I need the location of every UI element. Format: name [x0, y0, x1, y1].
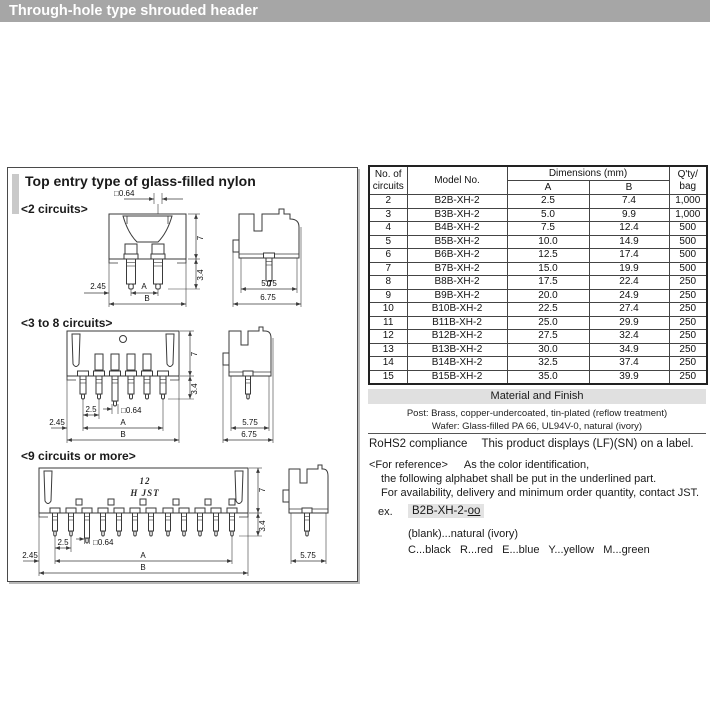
dim-a-cell: 17.5	[507, 276, 589, 290]
dim-b-cell: 34.9	[589, 343, 669, 357]
material-finish-lines	[368, 407, 706, 433]
qty-cell: 500	[669, 249, 707, 263]
table-row	[369, 303, 707, 317]
dim-a-cell: 12.5	[507, 249, 589, 263]
qty-cell: 250	[669, 357, 707, 371]
dim-a-cell: 7.5	[507, 222, 589, 236]
section-divider	[368, 433, 706, 434]
table-row	[369, 370, 707, 384]
dim-a-cell: 27.5	[507, 330, 589, 344]
material-post-line: Post: Brass, copper-undercoated, tin-plated (reflow treatment)	[406, 408, 668, 419]
material-wafer-line: Wafer: Glass-filled PA 66, UL94V-0, natural (ivory)	[431, 421, 643, 432]
qty-cell: 250	[669, 303, 707, 317]
page-title: Through-hole type shrouded header	[9, 3, 258, 19]
molded-marking-line1: 12	[139, 476, 151, 486]
dim-b-cell: 39.9	[589, 370, 669, 384]
dim-a-cell: 32.5	[507, 357, 589, 371]
model-cell: B7B-XH-2	[407, 262, 507, 276]
circuits-cell: 9	[369, 289, 407, 303]
table-row	[369, 195, 707, 209]
reference-line1	[369, 459, 589, 471]
dim-a-cell: 15.0	[507, 262, 589, 276]
circuits-cell: 11	[369, 316, 407, 330]
mold-mark-icon	[120, 336, 127, 343]
dim-side-inner: 5.75	[261, 279, 277, 288]
circuits-cell: 4	[369, 222, 407, 236]
spec-table-container	[368, 165, 708, 385]
dim-height: 7	[196, 235, 205, 241]
qty-cell: 250	[669, 276, 707, 290]
drawing-9-more-circuits-front	[22, 468, 267, 576]
dim-edge-offset: 2.45	[49, 418, 65, 427]
spec-table-header	[369, 166, 707, 195]
model-cell: B12B-XH-2	[407, 330, 507, 344]
reference-label: <For reference>	[369, 459, 448, 471]
col-header-qty: Q'ty/ bag	[669, 166, 707, 195]
panel-title: Top entry type of glass-filled nylon	[25, 173, 256, 189]
model-cell: B13B-XH-2	[407, 343, 507, 357]
material-finish-title: Material and Finish	[490, 390, 584, 402]
dim-pitch: 2.5	[85, 405, 97, 414]
section-label-3-8-circuits: <3 to 8 circuits>	[21, 316, 113, 330]
circuits-cell: 6	[369, 249, 407, 263]
circuits-cell: 3	[369, 208, 407, 222]
dim-pitch: 2.5	[57, 538, 69, 547]
dim-edge-offset: 2.45	[22, 551, 38, 560]
circuits-cell: 5	[369, 235, 407, 249]
material-finish-bar	[368, 389, 706, 404]
model-cell: B6B-XH-2	[407, 249, 507, 263]
qty-cell: 500	[669, 222, 707, 236]
dim-a-cell: 22.5	[507, 303, 589, 317]
drawing-panel	[7, 167, 358, 582]
dim-side-outer: 6.75	[260, 293, 276, 302]
pin-group	[243, 371, 253, 399]
reference-intro: As the color identification,	[463, 459, 590, 471]
dim-a-cell: 5.0	[507, 208, 589, 222]
rohs-line	[369, 438, 694, 450]
page-title-bar	[0, 0, 710, 22]
drawing-2-circuits-side	[233, 209, 301, 307]
dim-b-cell: 27.4	[589, 303, 669, 317]
table-row	[369, 208, 707, 222]
circuits-cell: 15	[369, 370, 407, 384]
table-row	[369, 276, 707, 290]
circuits-cell: 12	[369, 330, 407, 344]
dim-a-cell: 10.0	[507, 235, 589, 249]
col-header-circuits: No. of circuits	[369, 166, 407, 195]
dim-b: B	[144, 294, 150, 303]
model-cell: B3B-XH-2	[407, 208, 507, 222]
drawing-3-8-circuits-side	[223, 327, 273, 443]
qty-cell: 500	[669, 235, 707, 249]
dim-b: B	[120, 430, 126, 439]
color-codes-line: C...black R...red E...blue Y...yellow M...green	[408, 544, 650, 556]
circuits-cell: 8	[369, 276, 407, 290]
dim-b-cell: 24.9	[589, 289, 669, 303]
example-code-suffix: oo	[467, 505, 481, 517]
dim-b-cell: 14.9	[589, 235, 669, 249]
dim-side-outer: 6.75	[241, 430, 257, 439]
model-cell: B8B-XH-2	[407, 276, 507, 290]
col-header-dimensions: Dimensions (mm)	[507, 166, 669, 181]
dim-pin-length: 3.4	[258, 520, 267, 532]
model-cell: B9B-XH-2	[407, 289, 507, 303]
dim-a-cell: 35.0	[507, 370, 589, 384]
molded-marking-line2: H JST	[130, 488, 160, 498]
circuits-cell: 2	[369, 195, 407, 209]
example-label: ex.	[378, 506, 393, 518]
dim-b-cell: 22.4	[589, 276, 669, 290]
qty-cell: 250	[669, 330, 707, 344]
model-cell: B5B-XH-2	[407, 235, 507, 249]
drawing-9-more-circuits-side	[283, 465, 328, 564]
dim-b-cell: 17.4	[589, 249, 669, 263]
circuits-cell: 10	[369, 303, 407, 317]
dim-pin-length: 3.4	[196, 269, 205, 281]
model-cell: B10B-XH-2	[407, 303, 507, 317]
rohs-text: This product displays (LF)(SN) on a label.	[481, 438, 694, 450]
dim-a: A	[120, 418, 126, 427]
technical-drawings	[8, 168, 357, 581]
dim-pin-length: 3.4	[190, 383, 199, 395]
col-header-dim-a: A	[507, 181, 589, 195]
dim-pin-square: □0.64	[93, 538, 114, 547]
model-cell: B2B-XH-2	[407, 195, 507, 209]
example-model-code	[408, 504, 484, 518]
dim-height: 7	[190, 351, 199, 357]
qty-cell: 500	[669, 262, 707, 276]
reference-line2: the following alphabet shall be put in the underlined part.	[381, 473, 657, 485]
circuits-cell: 7	[369, 262, 407, 276]
circuits-cell: 13	[369, 343, 407, 357]
dim-side-inner: 5.75	[300, 551, 316, 560]
qty-cell: 1,000	[669, 195, 707, 209]
dim-pin-square: □0.64	[121, 406, 142, 415]
dim-b-cell: 12.4	[589, 222, 669, 236]
model-cell: B4B-XH-2	[407, 222, 507, 236]
spec-table	[368, 165, 708, 385]
dim-b-cell: 29.9	[589, 316, 669, 330]
table-row	[369, 249, 707, 263]
pin-group	[302, 508, 312, 536]
dim-a: A	[141, 282, 147, 291]
table-row	[369, 343, 707, 357]
table-row	[369, 262, 707, 276]
dim-a-cell: 25.0	[507, 316, 589, 330]
col-header-model: Model No.	[407, 166, 507, 195]
dim-b-cell: 19.9	[589, 262, 669, 276]
dim-pin-square: □0.64	[114, 189, 135, 198]
rohs-label: RoHS2 compliance	[369, 438, 468, 450]
reference-line3: For availability, delivery and minimum order quantity, contact JST.	[381, 487, 700, 499]
dim-b: B	[140, 563, 146, 572]
table-row	[369, 316, 707, 330]
dim-height: 7	[258, 487, 267, 493]
qty-cell: 250	[669, 343, 707, 357]
drawing-2-circuits-front	[84, 189, 205, 307]
qty-cell: 250	[669, 316, 707, 330]
table-row	[369, 235, 707, 249]
model-cell: B11B-XH-2	[407, 316, 507, 330]
model-cell: B15B-XH-2	[407, 370, 507, 384]
dim-b-cell: 37.4	[589, 357, 669, 371]
circuits-cell: 14	[369, 357, 407, 371]
dim-a-cell: 30.0	[507, 343, 589, 357]
table-row	[369, 330, 707, 344]
qty-cell: 1,000	[669, 208, 707, 222]
model-cell: B14B-XH-2	[407, 357, 507, 371]
table-row	[369, 357, 707, 371]
table-row	[369, 289, 707, 303]
dim-b-cell: 9.9	[589, 208, 669, 222]
color-blank-line: (blank)...natural (ivory)	[408, 528, 519, 540]
dim-b-cell: 32.4	[589, 330, 669, 344]
dim-b-cell: 7.4	[589, 195, 669, 209]
section-label-2-circuits: <2 circuits>	[21, 202, 88, 216]
qty-cell: 250	[669, 289, 707, 303]
section-label-9-more-circuits: <9 circuits or more>	[21, 449, 136, 463]
dim-a: A	[140, 551, 146, 560]
dim-edge-offset: 2.45	[90, 282, 106, 291]
dim-a-cell: 20.0	[507, 289, 589, 303]
example-code-base: B2B-XH-2-	[412, 505, 468, 517]
qty-cell: 250	[669, 370, 707, 384]
drawing-3-8-circuits-front	[49, 331, 199, 443]
table-row	[369, 222, 707, 236]
dim-side-inner: 5.75	[242, 418, 258, 427]
col-header-dim-b: B	[589, 181, 669, 195]
spec-table-body	[369, 195, 707, 385]
dim-a-cell: 2.5	[507, 195, 589, 209]
